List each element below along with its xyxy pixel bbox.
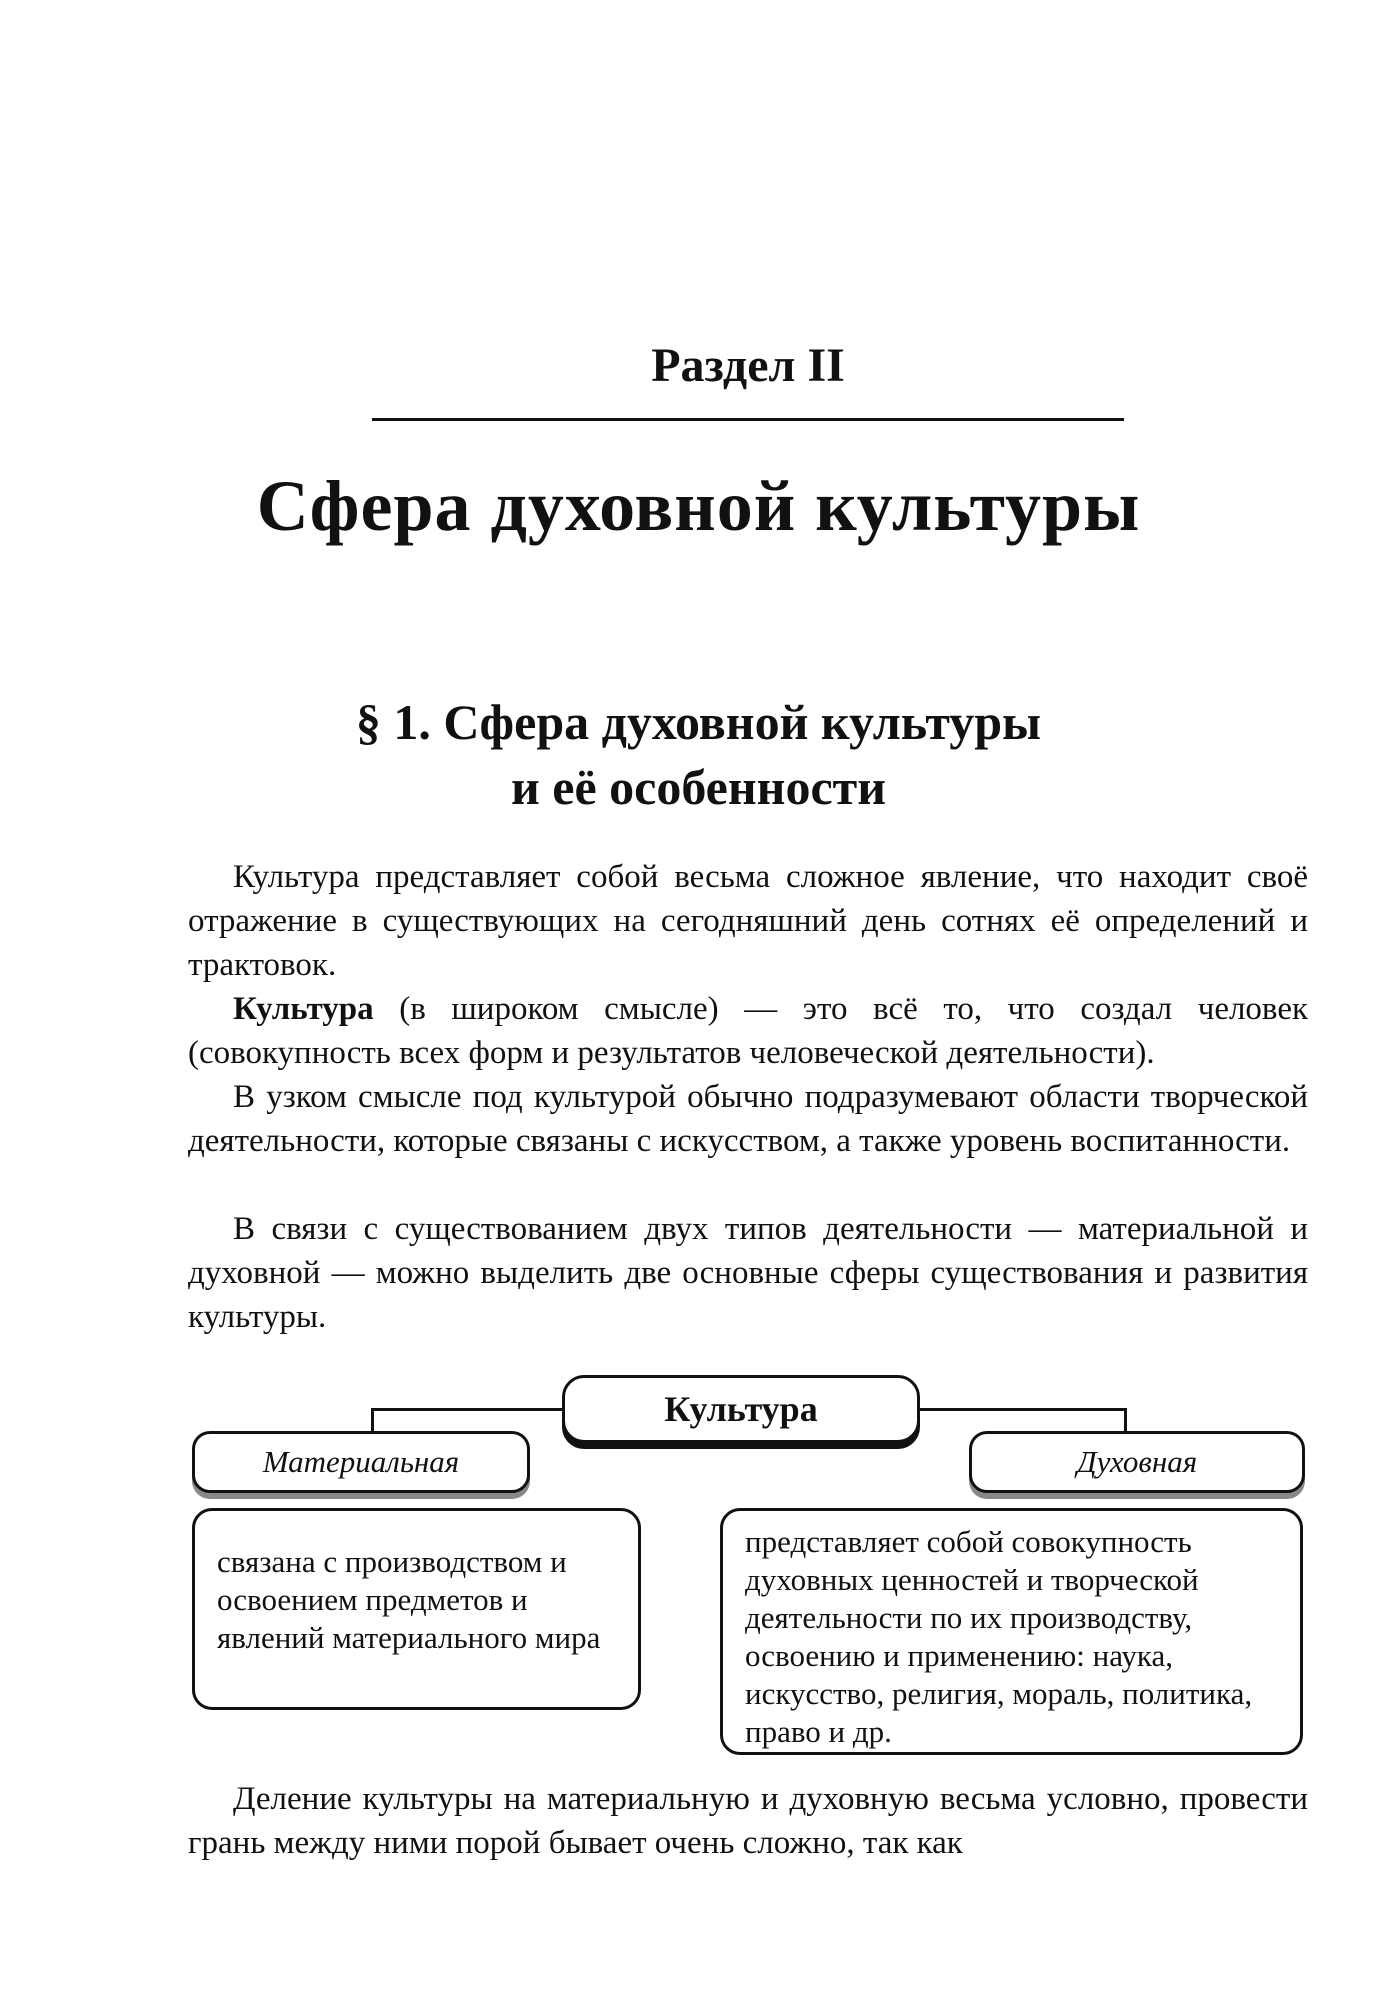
paragraph-heading [250,690,1147,820]
connector-right-horizontal [917,1408,1127,1411]
paragraph-closing [188,1777,1308,1865]
paragraph-heading-line1: § 1. Сфера духовной культуры [355,694,1042,750]
paragraph-spheres [188,1207,1308,1339]
connector-left-horizontal [371,1408,563,1411]
spiritual-description-box [720,1508,1303,1755]
page-title: Сфера духовной культуры [256,466,1141,546]
spiritual-description: представляет собой совокупность духовных ценностей и творческой деятельности по их производству, освоению и применению: наука, искусство, религия, мораль, политика, право и др. [745,1524,1253,1749]
section-divider [372,418,1124,421]
paragraph-definition [188,987,1308,1075]
paragraph-narrow-sense-text: В узком смысле под культурой обычно подразумевают области творческой деятельности, которые связаны с искусством, а также уровень воспитанности. [188,1079,1308,1159]
material-description-box [192,1508,641,1710]
paragraph-heading-line2: и её особенности [510,759,887,815]
paragraph-definition-text: (в широком смысле) — это всё то, что создал человек (совокупность всех форм и результатов человеческой деятельности). [188,991,1308,1071]
paragraph-spheres-text: В связи с существованием двух типов деятельности — материальной и духовной — можно выделить две основные сферы существования и развития культуры. [188,1211,1308,1335]
section-label: Раздел II [651,339,845,392]
spiritual-culture-box: Духовная [969,1431,1305,1493]
material-culture-box: Материальная [192,1431,530,1493]
material-description: связана с производством и освоением предметов и явлений материального мира [217,1544,601,1655]
term-culture: Культура [233,991,374,1027]
paragraph-closing-text: Деление культуры на материальную и духовную весьма условно, провести грань между ними порой бывает очень сложно, так как [188,1781,1308,1861]
paragraph-intro-text: Культура представляет собой весьма сложное явление, что находит своё отражение в существующих на сегодняшний день сотнях её определений и трактовок. [188,859,1308,983]
paragraph-narrow-sense [188,1075,1308,1163]
culture-diagram [188,1365,1308,1755]
diagram-root-box: Культура [562,1375,920,1443]
paragraph-intro [188,855,1308,987]
